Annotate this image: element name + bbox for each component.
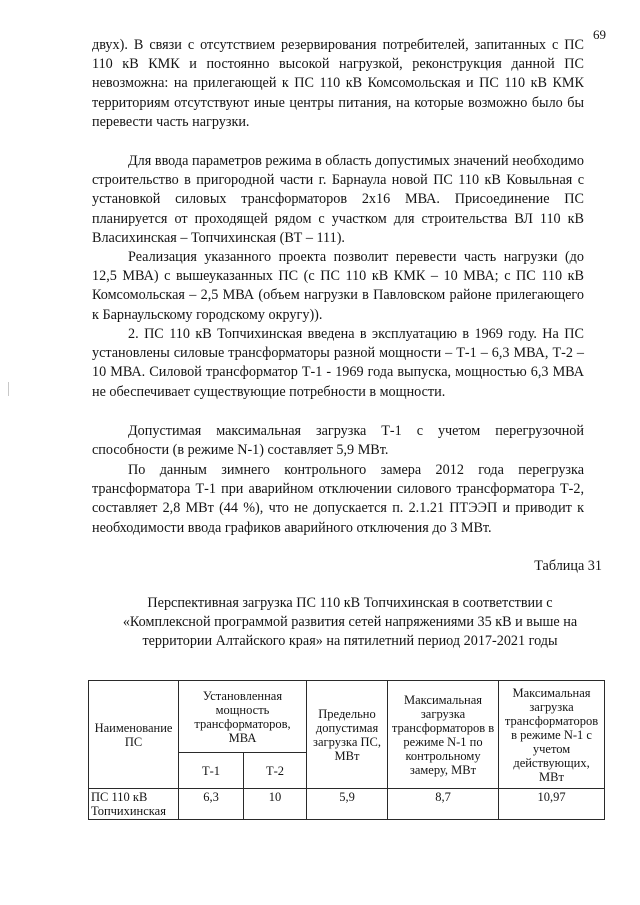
paragraph: Реализация указанного проекта позволит перевести часть нагрузки (до 12,5 МВА) с вышеуказанных ПС (с ПС 110 кВ КМК – 10 МВА; с ПС 110 кВ Комсомольская – 2,5 МВА (объем нагрузки в Павловском районе прилегающего к Барнаульскому городскому округу)). xyxy=(92,249,584,323)
paragraph: По данным зимнего контрольного замера 2012 года перегрузка трансформатора Т-1 при аварийном отключении силового трансформатора Т-2, составляет 2,8 МВт (44 %), что не допускается п. 2.1.21 ПТЭЭП и приводит к необходимости ввода графиков аварийного отключения до 3 МВт. xyxy=(92,462,584,536)
header-limit: Предельно допустимая загрузка ПС, МВт xyxy=(307,681,388,789)
table-title: Перспективная загрузка ПС 110 кВ Топчихинская в соответствии с «Комплексной программой развития сетей напряжениями 35 кВ и выше на территории Алтайского края» на пятилетний период 2017-2021 годы xyxy=(122,595,578,650)
data-table xyxy=(88,680,605,820)
cell-t1: 6,3 xyxy=(179,789,244,820)
page-number: 69 xyxy=(593,27,606,42)
cell-max-current: 10,97 xyxy=(499,789,605,820)
cell-t2: 10 xyxy=(244,789,307,820)
table-row xyxy=(89,789,605,820)
header-installed: Установленная мощность трансформаторов, МВА xyxy=(179,681,307,753)
header-name: Наименование ПС xyxy=(89,681,179,789)
paragraph: Допустимая максимальная загрузка Т-1 с учетом перегрузочной способности (в режиме N-1) составляет 5,9 МВт. xyxy=(92,423,584,459)
cell-limit: 5,9 xyxy=(307,789,388,820)
paragraph: Для ввода параметров режима в область допустимых значений необходимо строительство в пригородной части г. Барнаула новой ПС 110 кВ Ковыльная с установкой силовых трансформаторов 2х16 МВА. Присоединение ПС планируется от проходящей рядом с участком для строительства ВЛ 110 кВ Власихинская – Топчихинская (ВТ – 111). xyxy=(92,153,584,246)
cell-name: ПС 110 кВ Топчихинская xyxy=(89,789,179,820)
table-caption: Таблица 31 xyxy=(534,558,602,574)
scan-artifact xyxy=(8,382,9,396)
header-max-current: Максимальная загрузка трансформаторов в режиме N-1 с учетом действующих, МВт xyxy=(499,681,605,789)
header-t2: Т-2 xyxy=(244,753,307,789)
paragraph: 2. ПС 110 кВ Топчихинская введена в эксплуатацию в 1969 году. На ПС установлены силовые трансформаторы разной мощности – Т-1 – 6,3 МВА, Т-2 – 10 МВА. Силовой трансформатор Т-1 - 1969 года выпуска, мощностью 6,3 МВА не обеспечивает существующие потребности в мощности. xyxy=(92,326,584,400)
paragraph: двух). В связи с отсутствием резервирования потребителей, запитанных с ПС 110 кВ КМК и постоянно высокой нагрузкой, реконструкция данной ПС невозможна: на прилегающей к ПС 110 кВ Комсомольская и ПС 110 кВ КМК территориям отсутствуют иные центры питания, на которые возможно было бы перевести часть нагрузки. xyxy=(92,37,584,130)
header-max-measured: Максимальная загрузка трансформаторов в режиме N-1 по контрольному замеру, МВт xyxy=(388,681,499,789)
cell-max-measured: 8,7 xyxy=(388,789,499,820)
header-t1: Т-1 xyxy=(179,753,244,789)
